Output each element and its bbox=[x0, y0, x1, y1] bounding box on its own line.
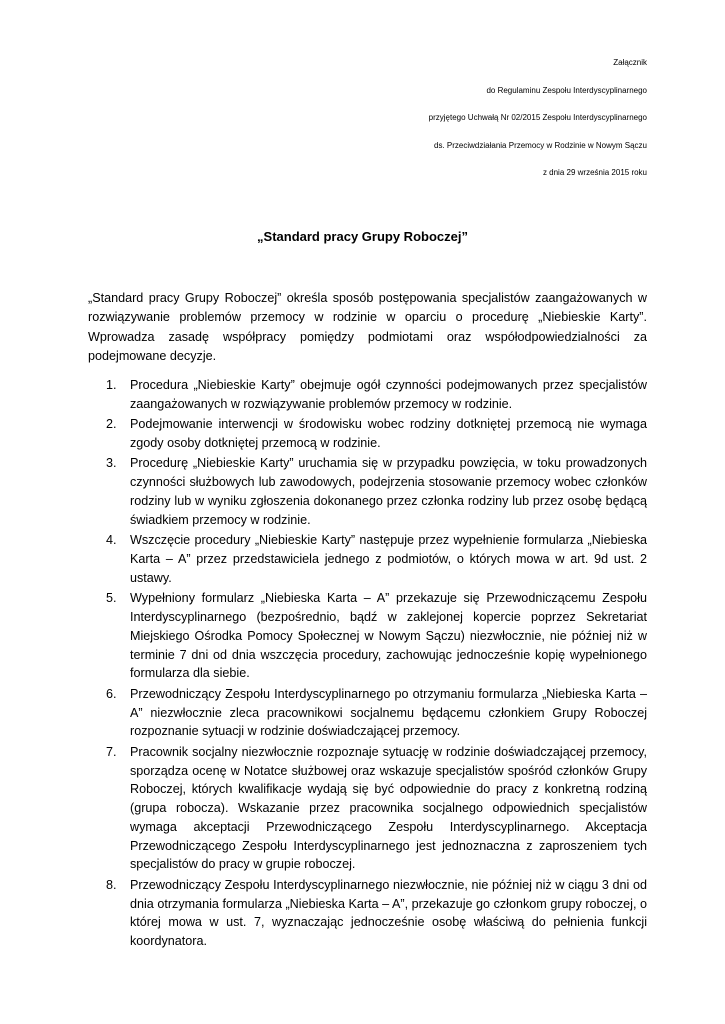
list-item-text: Przewodniczący Zespołu Interdyscyplinarnego niezwłocznie, nie później niż w ciągu 3 dni od dnia otrzymania formularza „Niebieska Karta – A”, przekazuje go członkom grupy roboczej, o której mowa w ust. 7, wyznaczając jednocześnie osobę właściwą do pełnienia funkcji koordynatora. bbox=[130, 877, 647, 949]
list-item bbox=[88, 376, 647, 414]
list-item-number: 3. bbox=[106, 456, 117, 471]
header-line-team: ds. Przeciwdziałania Przemocy w Rodzinie w Nowym Sączu bbox=[434, 140, 647, 150]
list-item-number: 7. bbox=[106, 744, 117, 759]
list-item bbox=[88, 685, 647, 741]
list-item-text: Wszczęcie procedury „Niebieskie Karty” następuje przez wypełnienie formularza „Niebieska Karta – A” przez przedstawiciela jednego z podmiotów, o których mowa w art. 9d ust. 2 ustawy. bbox=[130, 533, 647, 585]
list-item-number: 5. bbox=[106, 591, 117, 606]
list-item bbox=[88, 743, 647, 875]
list-item bbox=[88, 415, 647, 453]
list-item-number: 2. bbox=[106, 417, 117, 432]
list-item bbox=[88, 531, 647, 587]
list-item-text: Pracownik socjalny niezwłocznie rozpoznaje sytuację w rodzinie doświadczającej przemocy, sporządza ocenę w Notatce służbowej oraz wskazuje specjalistów spośród członków Grupy Roboczej, których kwalifikacje wydają się być odpowiednie do pracy z konkretną rodziną (grupa robocza). Wskazanie przez pracownika socjalnego odpowiednich specjalistów wymaga akceptacji Przewodniczącego Zespołu Interdyscyplinarnego. Akceptacja Przewodniczącego Zespołu Interdyscyplinarnego jest jednoznaczna z zaproszeniem tych specjalistów do pracy w grupie roboczej. bbox=[130, 744, 647, 872]
list-item-text: Wypełniony formularz „Niebieska Karta – A” przekazuje się Przewodniczącemu Zespołu Interdyscyplinarnego (bezpośrednio, bądź w zaklejonej kopercie poprzez Sekretariat Miejskiego Ośrodka Pomocy Społecznej w Nowym Sączu) niezwłocznie, nie później niż w terminie 7 dni od dnia wszczęcia procedury, zachowując jednocześnie kopię wypełnionego formularza dla siebie. bbox=[130, 591, 647, 681]
document-title: „Standard pracy Grupy Roboczej” bbox=[257, 229, 468, 244]
header-line-date: z dnia 29 września 2015 roku bbox=[542, 168, 647, 177]
header-line-regulation: do Regulaminu Zespołu Interdyscyplinarnego bbox=[486, 85, 647, 95]
list-item-number: 1. bbox=[106, 378, 117, 392]
list-item-number: 4. bbox=[106, 533, 117, 548]
header-line-resolution: przyjętego Uchwałą Nr 02/2015 Zespołu Interdyscyplinarnego bbox=[428, 113, 647, 122]
intro-paragraph: „Standard pracy Grupy Roboczej” określa sposób postępowania specjalistów zaangażowanych w rozwiązywanie problemów przemocy w rodzinie w oparciu o procedurę „Niebieskie Karty”. Wprowadza zasadę współpracy pomiędzy podmiotami oraz współodpowiedzialności za podejmowane decyzje. bbox=[88, 291, 647, 364]
list-item-number: 6. bbox=[106, 686, 117, 701]
list-item-text: Procedurę „Niebieskie Karty” uruchamia się w przypadku powzięcia, w toku prowadzonych czynności służbowych lub zawodowych, podejrzenia stosowanie przemocy wobec członków rodziny lub w wyniku zgłoszenia dokonanego przez członka rodziny lub przez osobę będącą świadkiem przemocy w rodzinie. bbox=[130, 456, 647, 527]
list-item bbox=[88, 876, 647, 951]
procedure-list bbox=[88, 376, 647, 953]
list-item bbox=[88, 454, 647, 529]
list-item-text: Podejmowanie interwencji w środowisku wobec rodziny dotkniętej przemocą nie wymaga zgody osoby dotkniętej przemocą w rodzinie. bbox=[130, 417, 647, 450]
attachment-header bbox=[429, 58, 647, 196]
list-item bbox=[88, 589, 647, 683]
list-item-text: Procedura „Niebieskie Karty” obejmuje ogół czynności podejmowanych przez specjalistów zaangażowanych w rozwiązywanie problemów przemocy w rodzinie. bbox=[130, 378, 647, 411]
list-item-text: Przewodniczący Zespołu Interdyscyplinarnego po otrzymaniu formularza „Niebieska Karta – A” niezwłocznie zleca pracownikowi socjalnemu będącemu członkiem Grupy Roboczej rozpoznanie sytuacji w rodzinie doświadczającej przemocy. bbox=[130, 686, 647, 739]
header-line-attachment: Załącznik bbox=[613, 58, 647, 67]
list-item-number: 8. bbox=[106, 877, 117, 892]
